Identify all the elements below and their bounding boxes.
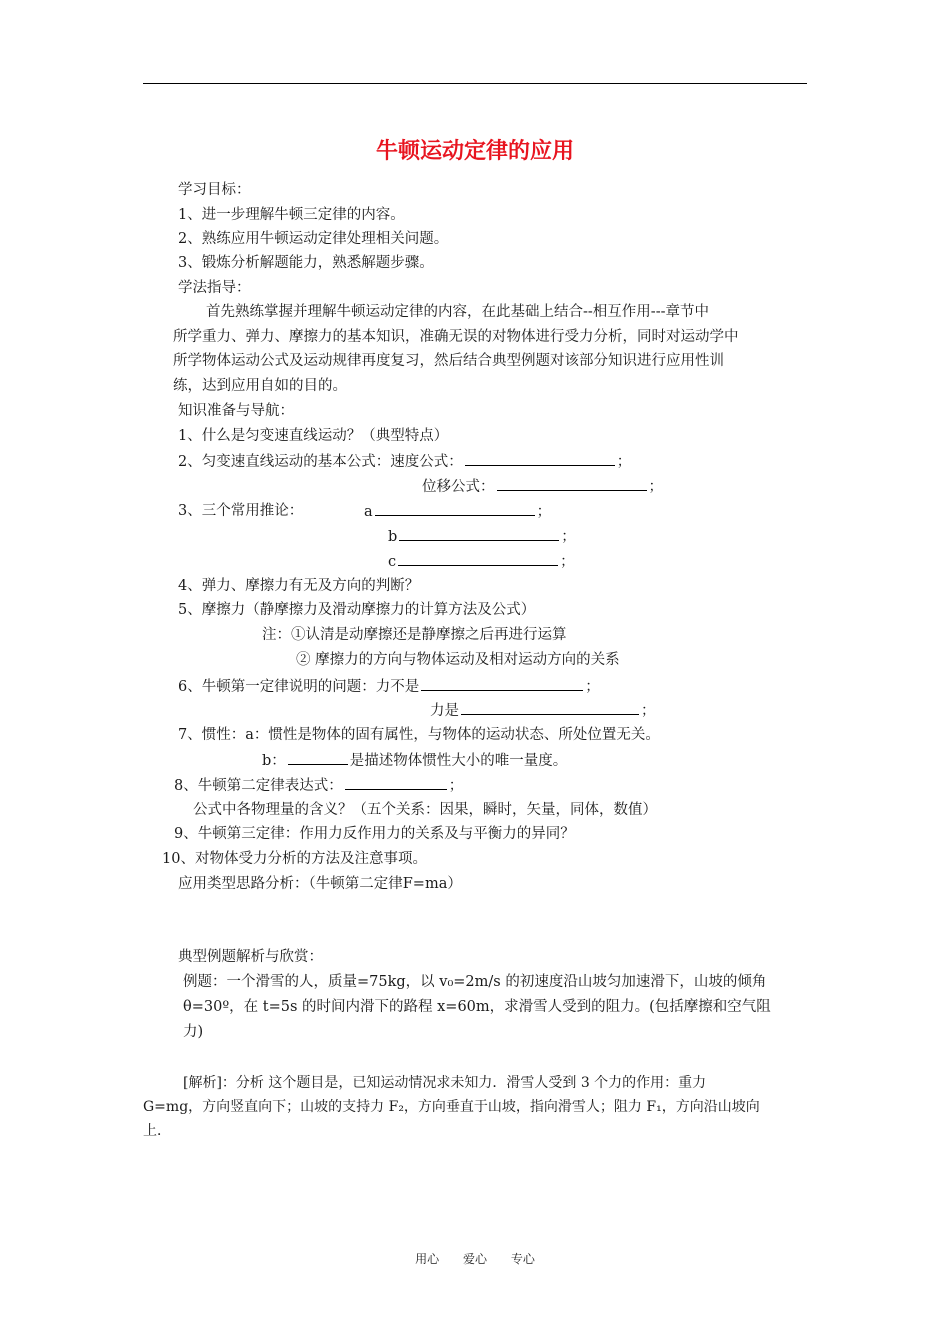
- guidance-line-2: 所学重力、弹力、摩擦力的基本知识，准确无误的对物体进行受力分析，同时对运动学中: [173, 329, 739, 345]
- knowledge-q7b-post: 是描述物体惯性大小的唯一量度。: [349, 753, 568, 769]
- knowledge-q6b-text: 力是: [430, 703, 459, 719]
- knowledge-q7: 7、惯性：a：惯性是物体的固有属性，与物体的运动状态、所处位置无关。: [178, 727, 660, 743]
- knowledge-note-2: ② 摩擦力的方向与物体运动及相对运动方向的关系: [296, 652, 620, 668]
- knowledge-q2b: [422, 476, 663, 497]
- footer-word-1: 用心: [415, 1252, 440, 1266]
- knowledge-q6-text: 6、牛顿第一定律说明的问题：力不是: [178, 679, 420, 695]
- knowledge-heading: 知识准备与导航：: [178, 403, 294, 419]
- examples-heading: 典型例题解析与欣赏：: [178, 949, 323, 965]
- second-law-blank: [345, 775, 447, 790]
- guidance-line-1: 首先熟练掌握并理解牛顿运动定律的内容，在此基础上结合--相互作用---章节中: [206, 304, 709, 320]
- displacement-formula-blank: [497, 476, 647, 491]
- knowledge-note-1: 注：①认清是动摩擦还是静摩擦之后再进行运算: [262, 627, 567, 643]
- inference-a-blank: [375, 501, 535, 516]
- knowledge-q9: 9、牛顿第三定律：作用力反作用力的关系及与平衡力的异同？: [174, 826, 575, 842]
- knowledge-q7b: [262, 750, 567, 771]
- knowledge-q10: 10、对物体受力分析的方法及注意事项。: [162, 851, 427, 867]
- semicolon: ；: [641, 703, 656, 719]
- semicolon: ；: [648, 479, 663, 495]
- objective-item-2: 2、熟练应用牛顿运动定律处理相关问题。: [178, 231, 449, 247]
- objective-item-1: 1、进一步理解牛顿三定律的内容。: [178, 207, 405, 223]
- problem-line-2: θ=30º，在 t=5s 的时间内滑下的路程 x=60m，求滑雪人受到的阻力。(包括摩擦和空气阻: [183, 999, 771, 1015]
- page-title: 牛顿运动定律的应用: [375, 139, 574, 164]
- inference-c: [388, 551, 575, 572]
- footer-word-2: 爱心: [462, 1252, 487, 1266]
- inference-a: [364, 501, 551, 522]
- knowledge-q5: 5、摩擦力（静摩擦力及滑动摩擦力的计算方法及公式）: [178, 602, 536, 618]
- inference-b-label: b: [388, 529, 398, 545]
- knowledge-q2-text: 2、匀变速直线运动的基本公式：速度公式：: [178, 454, 463, 470]
- knowledge-q8-text: 8、牛顿第二定律表达式：: [174, 778, 343, 794]
- knowledge-q6b: [430, 700, 656, 721]
- inference-c-label: c: [388, 554, 397, 570]
- guidance-line-3: 所学物体运动公式及运动规律再度复习，然后结合典型例题对该部分知识进行应用性训: [173, 353, 724, 369]
- header-rule: [143, 83, 807, 84]
- page-footer: [0, 1250, 950, 1267]
- objectives-heading: 学习目标：: [178, 182, 251, 198]
- semicolon: ；: [561, 529, 576, 545]
- knowledge-q4: 4、弹力、摩擦力有无及方向的判断？: [178, 578, 420, 594]
- application-analysis: 应用类型思路分析：（牛顿第二定律F=ma）: [178, 876, 462, 892]
- knowledge-q8: [174, 775, 463, 796]
- guidance-heading: 学法指导：: [178, 280, 251, 296]
- knowledge-q2: [178, 451, 631, 472]
- solution-line-3: 上．: [143, 1123, 171, 1139]
- solution-line-2: G=mg，方向竖直向下；山坡的支持力 F₂，方向垂直于山坡，指向滑雪人；阻力 F₁，方向沿山坡向: [143, 1099, 760, 1115]
- inertia-measure-blank: [288, 750, 348, 765]
- solution-line-1: [解析]：分析 这个题目是，已知运动情况求未知力．滑雪人受到 3 个力的作用：重力: [183, 1075, 707, 1091]
- inference-b: [388, 526, 576, 547]
- knowledge-q7b-pre: b：: [262, 753, 286, 769]
- velocity-formula-blank: [465, 451, 615, 466]
- semicolon: ；: [536, 504, 552, 520]
- force-not-blank: [421, 676, 583, 691]
- knowledge-q1: 1、什么是匀变速直线运动？（典型特点）: [178, 428, 449, 444]
- problem-line-1: 例题：一个滑雪的人，质量=75kg，以 v₀=2m/s 的初速度沿山坡匀加速滑下，山坡的倾角: [183, 974, 767, 990]
- knowledge-q3: 3、三个常用推论：: [178, 503, 304, 519]
- knowledge-q2b-text: 位移公式：: [422, 479, 495, 495]
- knowledge-q6: [178, 676, 600, 697]
- footer-word-3: 专心: [510, 1252, 535, 1266]
- semicolon: ；: [616, 454, 632, 470]
- problem-line-3: 力): [183, 1024, 204, 1040]
- semicolon: ；: [585, 679, 600, 695]
- semicolon: ；: [560, 554, 575, 570]
- inference-a-label: a: [364, 504, 373, 520]
- semicolon: ；: [448, 778, 464, 794]
- knowledge-q8-note: 公式中各物理量的含义？（五个关系：因果，瞬时，矢量，同体，数值）: [193, 802, 657, 818]
- force-is-blank: [461, 700, 639, 715]
- inference-c-blank: [398, 551, 558, 566]
- objective-item-3: 3、锻炼分析解题能力，熟悉解题步骤。: [178, 255, 434, 271]
- guidance-line-4: 练，达到应用自如的目的。: [173, 378, 347, 394]
- inference-b-blank: [399, 526, 559, 541]
